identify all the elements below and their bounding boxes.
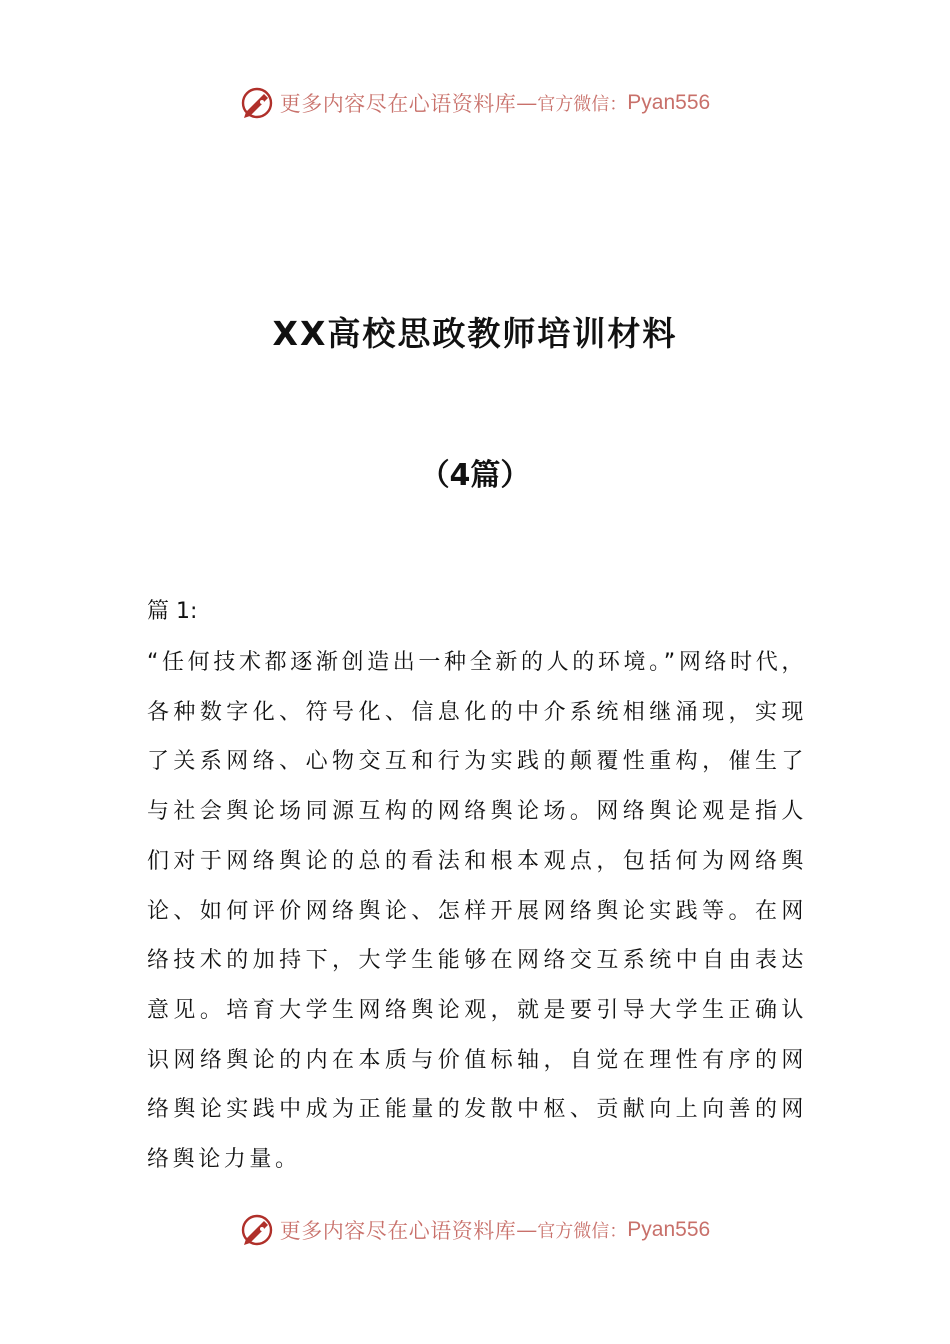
document-subtitle: （4篇） [419, 458, 531, 493]
document-title: XX高校思政教师培训材料 [272, 314, 678, 353]
watermark-text: 更多内容尽在心语资料库 [279, 1219, 517, 1243]
pen-logo-icon [240, 1213, 274, 1247]
watermark-dash: — [516, 91, 538, 115]
pen-logo-icon [240, 86, 274, 120]
watermark-official-label: 官方微信： [537, 1221, 628, 1242]
header-watermark [0, 83, 950, 123]
watermark-official-label: 官方微信： [537, 94, 628, 115]
watermark-wechat-id: Pyan556 [627, 1218, 711, 1241]
footer-watermark [0, 1210, 950, 1250]
watermark-dash: — [516, 1218, 538, 1242]
body-paragraph: “任何技术都逐渐创造出一种全新的人的环境。”网络时代，各种数字化、符号化、信息化的中介系统相继涌现，实现了关系网络、心物交互和行为实践的颠覆性重构，催生了与社会舆论场同源互构的网络舆论场。网络舆论观是指人们对于网络舆论的总的看法和根本观点，包括何为网络舆论、如何评价网络舆论、怎样开展网络舆论实践等。在网络技术的加持下，大学生能够在网络交互系统中自由表达意见。培育大学生网络舆论观，就是要引导大学生正确认识网络舆论的内在本质与价值标轴，自觉在理性有序的网络舆论实践中成为正能量的发散中枢、贡献向上向善的网络舆论力量。 [147, 650, 807, 1173]
watermark-text: 更多内容尽在心语资料库 [279, 92, 517, 116]
watermark-wechat-id: Pyan556 [627, 91, 711, 114]
section-label: 篇 1: [147, 599, 198, 624]
